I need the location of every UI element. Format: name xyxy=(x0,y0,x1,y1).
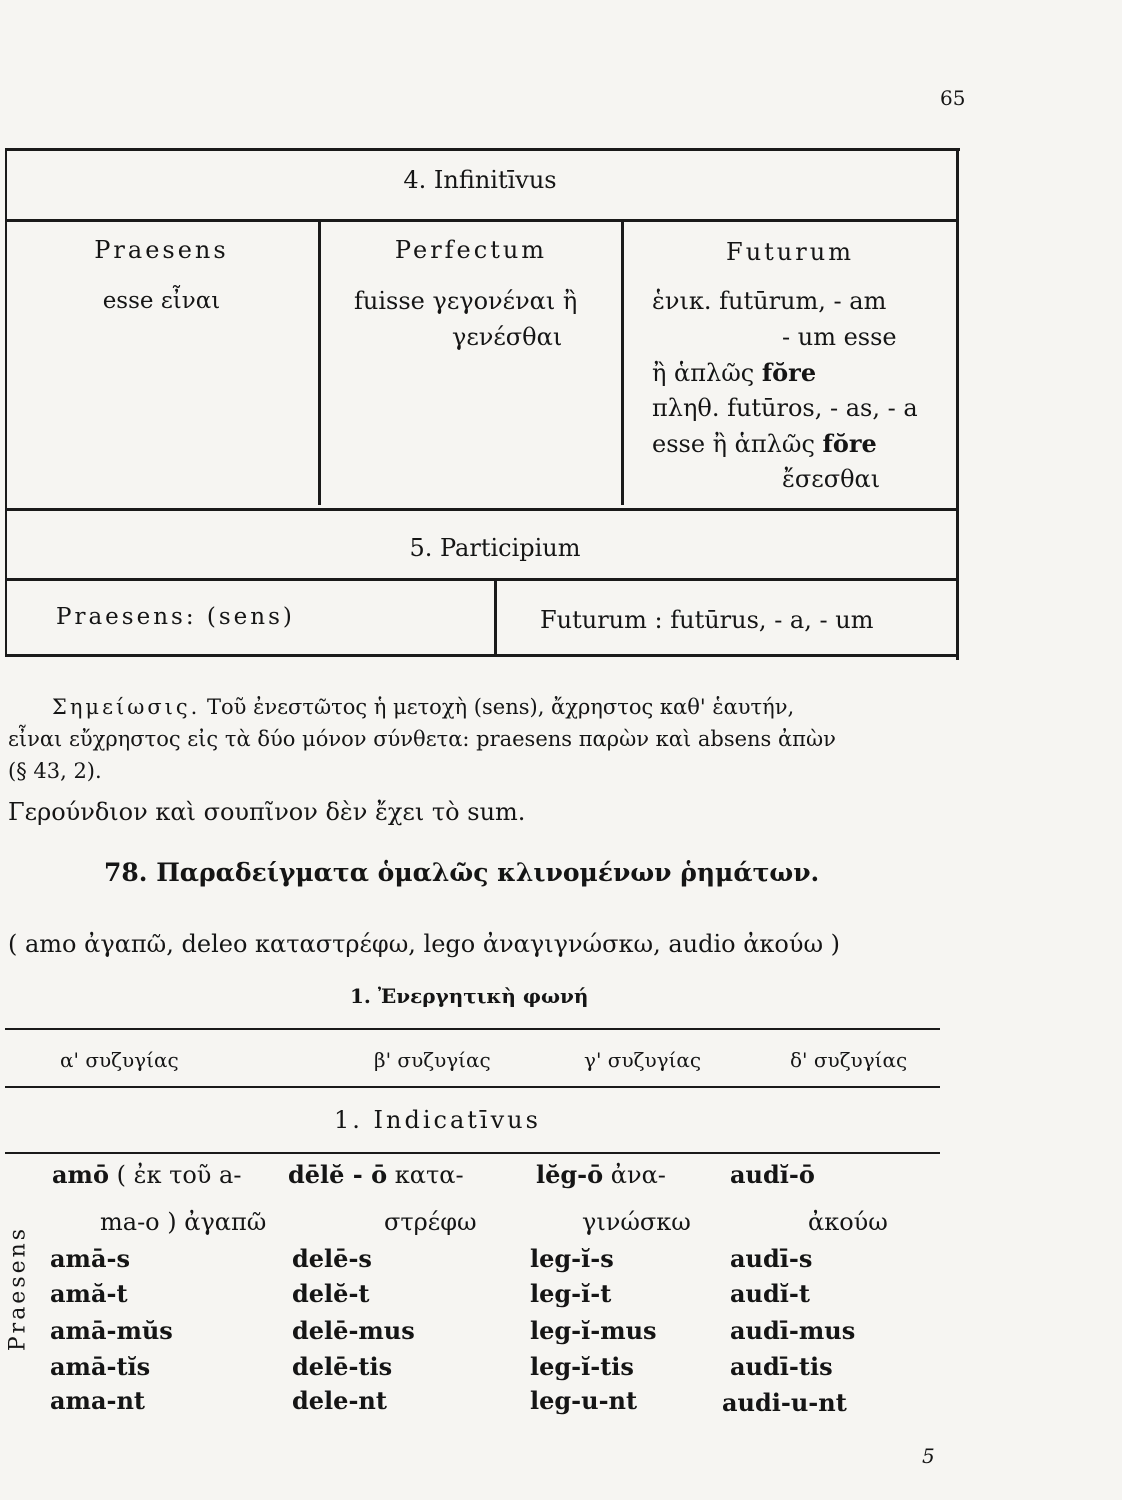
form-cell: audĭ-ō xyxy=(730,1160,815,1189)
form-cell: leg-ĭ-t xyxy=(530,1279,612,1308)
form-cell: amō ( ἐκ τοῦ a- xyxy=(52,1160,242,1189)
voice-title: 1. Ἐνεργητικὴ φωνή xyxy=(350,984,589,1008)
form-cell: delē-mus xyxy=(292,1316,415,1345)
note-line: Σημείωσις. Τοῦ ἐνεστῶτος ἡ μετοχὴ (sens), ἄχρηστος καθ' ἑαυτήν, xyxy=(52,695,795,719)
column-divider xyxy=(621,220,624,505)
form-cell: ama-nt xyxy=(50,1386,145,1415)
form-cell: dele-nt xyxy=(292,1386,387,1415)
perfectum-line: fuisse γεγονέναι ἢ xyxy=(354,287,578,315)
form-cell: amā-tĭs xyxy=(50,1352,151,1381)
form-cell: amā-s xyxy=(50,1244,130,1273)
futurum-header: Futurum xyxy=(726,238,854,266)
table-rule xyxy=(5,1086,940,1088)
form-cell: audī-mus xyxy=(730,1316,856,1345)
futurum-line: πληθ. futūros, - as, - a xyxy=(652,394,918,422)
form-gloss: ma-o ) ἀγαπῶ xyxy=(100,1208,267,1236)
note-line: (§ 43, 2). xyxy=(8,759,102,783)
column-divider xyxy=(494,580,497,654)
participle-futurum: Futurum : futūrus, - a, - um xyxy=(540,606,874,634)
form-gloss: στρέφω xyxy=(384,1208,477,1236)
form-cell: delē-tis xyxy=(292,1352,393,1381)
conjugation-label: α' συζυγίας xyxy=(60,1048,179,1072)
praesens-infinitive: esse εἶναι xyxy=(102,288,221,314)
form-cell: lĕg-ō ἀνα- xyxy=(536,1160,666,1189)
futurum-line: ἢ ἁπλῶς fŏre xyxy=(652,358,817,387)
form-cell: amā-mŭs xyxy=(50,1316,173,1345)
participle-praesens: Praesens: (sens) xyxy=(56,604,295,630)
form-cell: leg-ĭ-tis xyxy=(530,1352,634,1381)
side-label-praesens: Praesens xyxy=(5,1225,31,1352)
printer-signature: 5 xyxy=(922,1444,935,1468)
form-cell: delĕ-t xyxy=(292,1279,370,1308)
indicative-title: 1. Indicatīvus xyxy=(334,1106,541,1134)
form-gloss: γινώσκω xyxy=(582,1208,691,1236)
note-line: εἶναι εὔχρηστος εἰς τὰ δύο μόνον σύνθετα: praesens παρὼν καὶ absens ἀπὼν xyxy=(8,727,836,751)
infinitive-title: 4. Infinitīvus xyxy=(403,166,557,194)
conjugation-label: β' συζυγίας xyxy=(374,1048,491,1072)
table-rule xyxy=(5,219,956,222)
form-cell: leg-ĭ-mus xyxy=(530,1316,657,1345)
futurum-line: ἔσεσθαι xyxy=(782,465,881,493)
table-rule xyxy=(5,578,956,581)
table-rule xyxy=(5,1152,940,1154)
table-rule xyxy=(5,654,957,657)
form-cell: delē-s xyxy=(292,1244,372,1273)
gerund-line: Γερούνδιον καὶ σουπῖνον δὲν ἔχει τὸ sum. xyxy=(8,798,526,826)
note-label: Σημείωσις. xyxy=(52,695,201,719)
form-cell: audī-tis xyxy=(730,1352,833,1381)
participle-title: 5. Participium xyxy=(409,534,581,562)
table-rule xyxy=(5,1028,940,1030)
form-gloss: ἀκούω xyxy=(808,1208,888,1236)
futurum-line: esse ἢ ἁπλῶς fŏre xyxy=(652,429,877,458)
form-cell: leg-ĭ-s xyxy=(530,1244,614,1273)
form-cell: audī-s xyxy=(730,1244,813,1273)
perfectum-line: γενέσθαι xyxy=(452,323,563,351)
section-title: 78. Παραδείγματα ὁμαλῶς κλινομένων ῥημάτων. xyxy=(104,858,820,887)
form-cell: audi-u-nt xyxy=(722,1388,847,1417)
form-cell: amă-t xyxy=(50,1279,128,1308)
futurum-line: ἑνικ. futūrum, - am xyxy=(652,287,887,315)
conjugation-label: γ' συζυγίας xyxy=(584,1048,702,1072)
perfectum-header: Perfectum xyxy=(394,236,548,264)
form-cell: audĭ-t xyxy=(730,1279,810,1308)
form-cell: leg-u-nt xyxy=(530,1386,638,1415)
table-border xyxy=(956,148,959,660)
futurum-line: - um esse xyxy=(782,323,897,351)
page-number: 65 xyxy=(940,86,966,110)
praesens-header: Praesens xyxy=(94,236,229,264)
form-cell: dēlĕ - ō κατα- xyxy=(288,1160,464,1189)
table-rule xyxy=(5,508,956,511)
examples-line: ( amo ἀγαπῶ, deleo καταστρέφω, lego ἀναγιγνώσκω, audio ἀκούω ) xyxy=(8,930,841,958)
column-divider xyxy=(318,220,321,505)
conjugation-label: δ' συζυγίας xyxy=(790,1048,908,1072)
table-rule xyxy=(5,148,960,151)
